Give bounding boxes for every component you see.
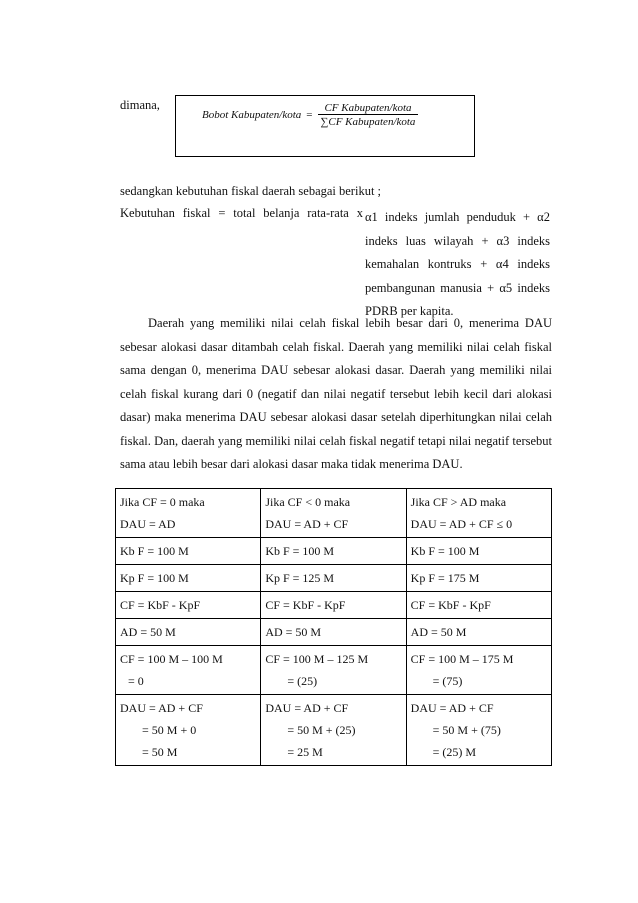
dau-table xyxy=(115,488,552,766)
table-cell xyxy=(406,646,551,695)
table-row xyxy=(116,489,552,538)
kf-word: belanja xyxy=(263,206,300,220)
formula-numerator: CF Kabupaten/kota xyxy=(324,102,412,114)
table-cell xyxy=(116,646,261,695)
cell-line: CF = 100 M – 100 M xyxy=(120,652,223,666)
cell-line: CF = 100 M – 175 M xyxy=(410,652,514,666)
cell-line: = (75) xyxy=(432,674,463,688)
kf-word: Kebutuhan xyxy=(120,206,175,220)
table-cell: Kp F = 125 M xyxy=(261,565,406,592)
table-cell: Kp F = 100 M xyxy=(116,565,261,592)
formula-box xyxy=(175,95,475,157)
cell-line: DAU = AD + CF xyxy=(265,517,349,531)
table-cell: CF = KbF - KpF xyxy=(261,592,406,619)
kf-formula-rhs: α1 indeks jumlah penduduk + α2 indeks luas wilayah + α3 indeks kemahalan kontruks + α4 indeks pembangunan manusia + α5 indeks PDRB per kapita. xyxy=(365,210,550,318)
table-cell: AD = 50 M xyxy=(116,619,261,646)
table-cell xyxy=(116,695,261,766)
table-row xyxy=(116,695,552,766)
table-cell xyxy=(261,695,406,766)
dau-paragraph xyxy=(120,312,552,477)
cell-line: = 50 M + (25) xyxy=(287,723,356,737)
table-row xyxy=(116,565,552,592)
table-cell: AD = 50 M xyxy=(261,619,406,646)
kf-intro: sedangkan kebutuhan fiskal daerah sebagai berikut ; xyxy=(120,184,382,198)
cell-line: DAU = AD + CF xyxy=(120,701,203,715)
table-cell: AD = 50 M xyxy=(406,619,551,646)
cell-line: DAU = AD xyxy=(120,517,176,531)
table-row xyxy=(116,592,552,619)
weight-formula xyxy=(202,102,418,128)
cell-line: = 50 M + 0 xyxy=(142,723,197,737)
kf-word: total xyxy=(233,206,256,220)
formula-fraction xyxy=(318,102,419,128)
cell-line: = (25) M xyxy=(432,745,477,759)
kf-word: fiskal xyxy=(182,206,211,220)
table-cell: Kb F = 100 M xyxy=(406,538,551,565)
paragraph-text: Daerah yang memiliki nilai celah fiskal lebih besar dari 0, menerima DAU sebesar alokasi dasar ditambah celah fiskal. Daerah yang memiliki nilai celah fiskal sama dengan 0, menerima DAU sebesar alokasi dasar. Daerah yang memiliki nilai celah fiskal kurang dari 0 (negatif dan nilai negatif tersebut lebih kecil dari alokasi dasar) maka menerima DAU sebesar alokasi dasar setelah diperhitungkan nilai celah fiskal. Dan, daerah yang memiliki nilai celah fiskal negatif tetapi nilai negatif tersebut sama atau lebih besar dari alokasi dasar maka tidak menerima DAU. xyxy=(120,316,552,471)
formula-denominator: ∑CF Kabupaten/kota xyxy=(318,114,419,128)
cell-line: = 50 M xyxy=(142,745,178,759)
cell-line: DAU = AD + CF xyxy=(410,701,494,715)
table-row xyxy=(116,619,552,646)
table-row xyxy=(116,538,552,565)
table-cell xyxy=(261,489,406,538)
cell-line: Jika CF < 0 maka xyxy=(265,495,351,509)
cell-line: Jika CF > AD maka xyxy=(410,495,507,509)
formula-lhs: Bobot Kabupaten/kota xyxy=(202,109,302,121)
table-cell xyxy=(406,489,551,538)
cell-line: = 25 M xyxy=(287,745,323,759)
table-cell: Kb F = 100 M xyxy=(116,538,261,565)
kf-word: x xyxy=(356,206,363,220)
cell-line: = 0 xyxy=(128,674,144,688)
cell-line: DAU = AD + CF ≤ 0 xyxy=(410,517,513,531)
cell-line: = (25) xyxy=(287,674,318,688)
intro-label: dimana, xyxy=(120,98,160,112)
table-cell xyxy=(406,695,551,766)
table-cell xyxy=(116,489,261,538)
table-cell: CF = KbF - KpF xyxy=(406,592,551,619)
formula-equals: = xyxy=(306,109,313,121)
cell-line: CF = 100 M – 125 M xyxy=(265,652,369,666)
table-cell: CF = KbF - KpF xyxy=(116,592,261,619)
kf-word: rata-rata xyxy=(307,206,349,220)
cell-line: Jika CF = 0 maka xyxy=(120,495,205,509)
cell-line: = 50 M + (75) xyxy=(432,723,501,737)
table-cell xyxy=(261,646,406,695)
kf-word: = xyxy=(218,206,226,220)
table-cell: Kp F = 175 M xyxy=(406,565,551,592)
kf-formula-label xyxy=(120,206,363,221)
table-cell: Kb F = 100 M xyxy=(261,538,406,565)
table-row xyxy=(116,646,552,695)
cell-line: DAU = AD + CF xyxy=(265,701,349,715)
